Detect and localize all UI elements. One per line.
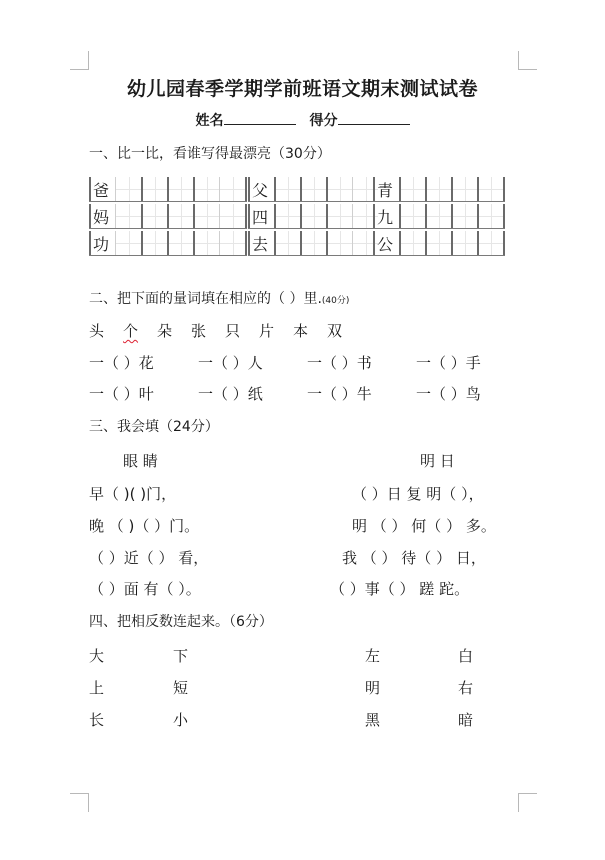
- section2-heading: 二、把下面的量词填在相应的（ ）里.(40分): [89, 291, 350, 307]
- grid-cell[interactable]: [115, 177, 141, 201]
- grid-cell[interactable]: [451, 231, 477, 255]
- grid-row: [248, 204, 378, 229]
- writing-grid-right: [373, 177, 505, 258]
- antonym-word[interactable]: 黑: [365, 711, 381, 729]
- name-score-bar: [0, 110, 605, 130]
- antonym-word[interactable]: 左: [365, 647, 381, 665]
- fill-row-2: [89, 383, 525, 404]
- grid-cell-model: 爸: [89, 177, 115, 201]
- grid-cell[interactable]: [219, 231, 245, 255]
- fill-item[interactable]: 一（ ）鸟: [416, 385, 481, 403]
- antonym-word[interactable]: 暗: [458, 711, 474, 729]
- fill-row-1: [89, 352, 525, 373]
- grid-cell[interactable]: [141, 204, 167, 228]
- grid-cell[interactable]: [477, 177, 503, 201]
- antonym-word[interactable]: 右: [458, 679, 474, 697]
- grid-cell[interactable]: [115, 231, 141, 255]
- grid-cell[interactable]: [274, 231, 300, 255]
- fill-item[interactable]: 一（ ）书: [307, 354, 372, 372]
- grid-cell-model: 九: [373, 204, 399, 228]
- page-corner-mark-top-left: [70, 51, 89, 70]
- antonym-word[interactable]: 白: [458, 647, 474, 665]
- poem-left-line[interactable]: 晚 （ )（ ）门。: [89, 517, 200, 535]
- grid-cell[interactable]: [167, 177, 193, 201]
- antonym-word[interactable]: 上: [89, 679, 105, 697]
- name-label: 姓名: [195, 113, 224, 129]
- antonym-row: [89, 645, 473, 666]
- grid-cell[interactable]: [300, 231, 326, 255]
- grid-cell[interactable]: [193, 204, 219, 228]
- section3-right-title: 明 日: [420, 452, 455, 470]
- grid-cell[interactable]: [451, 177, 477, 201]
- fill-item[interactable]: 一（ ）牛: [307, 385, 372, 403]
- grid-cell-model: 去: [248, 231, 274, 255]
- grid-cell-model: 父: [248, 177, 274, 201]
- writing-grid-left: [89, 177, 247, 258]
- grid-cell[interactable]: [274, 204, 300, 228]
- antonym-row: [89, 709, 473, 730]
- page-corner-mark-bottom-right: [518, 793, 537, 812]
- grid-row: [248, 177, 378, 202]
- grid-cell[interactable]: [326, 177, 352, 201]
- antonym-word[interactable]: 短: [173, 679, 189, 697]
- grid-cell[interactable]: [115, 204, 141, 228]
- grid-row: [89, 177, 247, 202]
- section3-heading: 三、我会填（24分）: [89, 419, 219, 435]
- grid-cell-model: 公: [373, 231, 399, 255]
- grid-cell[interactable]: [300, 177, 326, 201]
- score-blank[interactable]: [338, 110, 410, 125]
- section2-points: (40分): [321, 296, 350, 306]
- page-corner-mark-top-right: [518, 51, 537, 70]
- grid-cell[interactable]: [193, 177, 219, 201]
- grid-cell[interactable]: [167, 231, 193, 255]
- section3-left-title: 眼 睛: [123, 452, 158, 470]
- grid-cell-model: 妈: [89, 204, 115, 228]
- grid-row: [373, 177, 505, 202]
- poem-right-line[interactable]: （ ）日 复 明（ ），: [352, 485, 484, 503]
- fill-item[interactable]: 一（ ）人: [198, 354, 263, 372]
- measure-word-bank: 头 个 朵 张 只 片 本 双: [89, 322, 343, 340]
- grid-cell[interactable]: [274, 177, 300, 201]
- grid-cell-model: 四: [248, 204, 274, 228]
- grid-cell-model: 功: [89, 231, 115, 255]
- grid-row: [89, 231, 247, 256]
- fill-item[interactable]: 一（ ）手: [416, 354, 481, 372]
- grid-cell[interactable]: [451, 204, 477, 228]
- poem-right-line[interactable]: 明 （ ） 何（ ） 多。: [352, 517, 496, 535]
- grid-cell[interactable]: [219, 177, 245, 201]
- grid-row: [89, 204, 247, 229]
- fill-item[interactable]: 一（ ）叶: [89, 385, 154, 403]
- poem-left-line[interactable]: 早（ )( )门，: [89, 485, 177, 503]
- grid-row: [373, 231, 505, 256]
- grid-cell[interactable]: [326, 204, 352, 228]
- grid-row: [373, 204, 505, 229]
- grid-cell[interactable]: [425, 177, 451, 201]
- poem-left-line[interactable]: （ ）面 有（ ）。: [89, 580, 201, 598]
- page-title: 幼儿园春季学期学前班语文期末测试试卷: [126, 78, 478, 100]
- grid-cell[interactable]: [399, 231, 425, 255]
- grid-cell[interactable]: [141, 231, 167, 255]
- antonym-row: [89, 677, 473, 698]
- poem-left-line[interactable]: （ ）近（ ） 看，: [89, 549, 209, 567]
- poem-right-line[interactable]: （ ）事（ ） 蹉 跎。: [330, 580, 470, 598]
- section4-heading: 四、把相反数连起来。（6分）: [89, 614, 273, 630]
- fill-item[interactable]: 一（ ）花: [89, 354, 154, 372]
- antonym-word[interactable]: 大: [89, 647, 105, 665]
- name-blank[interactable]: [224, 110, 296, 125]
- grid-cell[interactable]: [167, 204, 193, 228]
- section1-heading: 一、比一比，看谁写得最漂亮（30分）: [89, 146, 331, 162]
- grid-cell[interactable]: [477, 204, 503, 228]
- grid-cell[interactable]: [425, 231, 451, 255]
- grid-cell-model: 青: [373, 177, 399, 201]
- score-label: 得分: [309, 113, 338, 129]
- grid-cell[interactable]: [477, 231, 503, 255]
- antonym-word[interactable]: 长: [89, 711, 105, 729]
- antonym-word[interactable]: 明: [365, 679, 381, 697]
- writing-grid-middle: [248, 177, 378, 258]
- antonym-word[interactable]: 小: [173, 711, 189, 729]
- grid-cell[interactable]: [141, 177, 167, 201]
- grid-cell[interactable]: [300, 204, 326, 228]
- page-corner-mark-bottom-left: [70, 793, 89, 812]
- grid-cell[interactable]: [326, 231, 352, 255]
- grid-cell[interactable]: [425, 204, 451, 228]
- grid-cell[interactable]: [193, 231, 219, 255]
- fill-item[interactable]: 一（ ）纸: [198, 385, 263, 403]
- grid-cell[interactable]: [399, 177, 425, 201]
- grid-cell[interactable]: [219, 204, 245, 228]
- grid-row: [248, 231, 378, 256]
- antonym-word[interactable]: 下: [173, 647, 189, 665]
- grid-cell[interactable]: [399, 204, 425, 228]
- poem-right-line[interactable]: 我 （ ） 待（ ） 日，: [342, 549, 486, 567]
